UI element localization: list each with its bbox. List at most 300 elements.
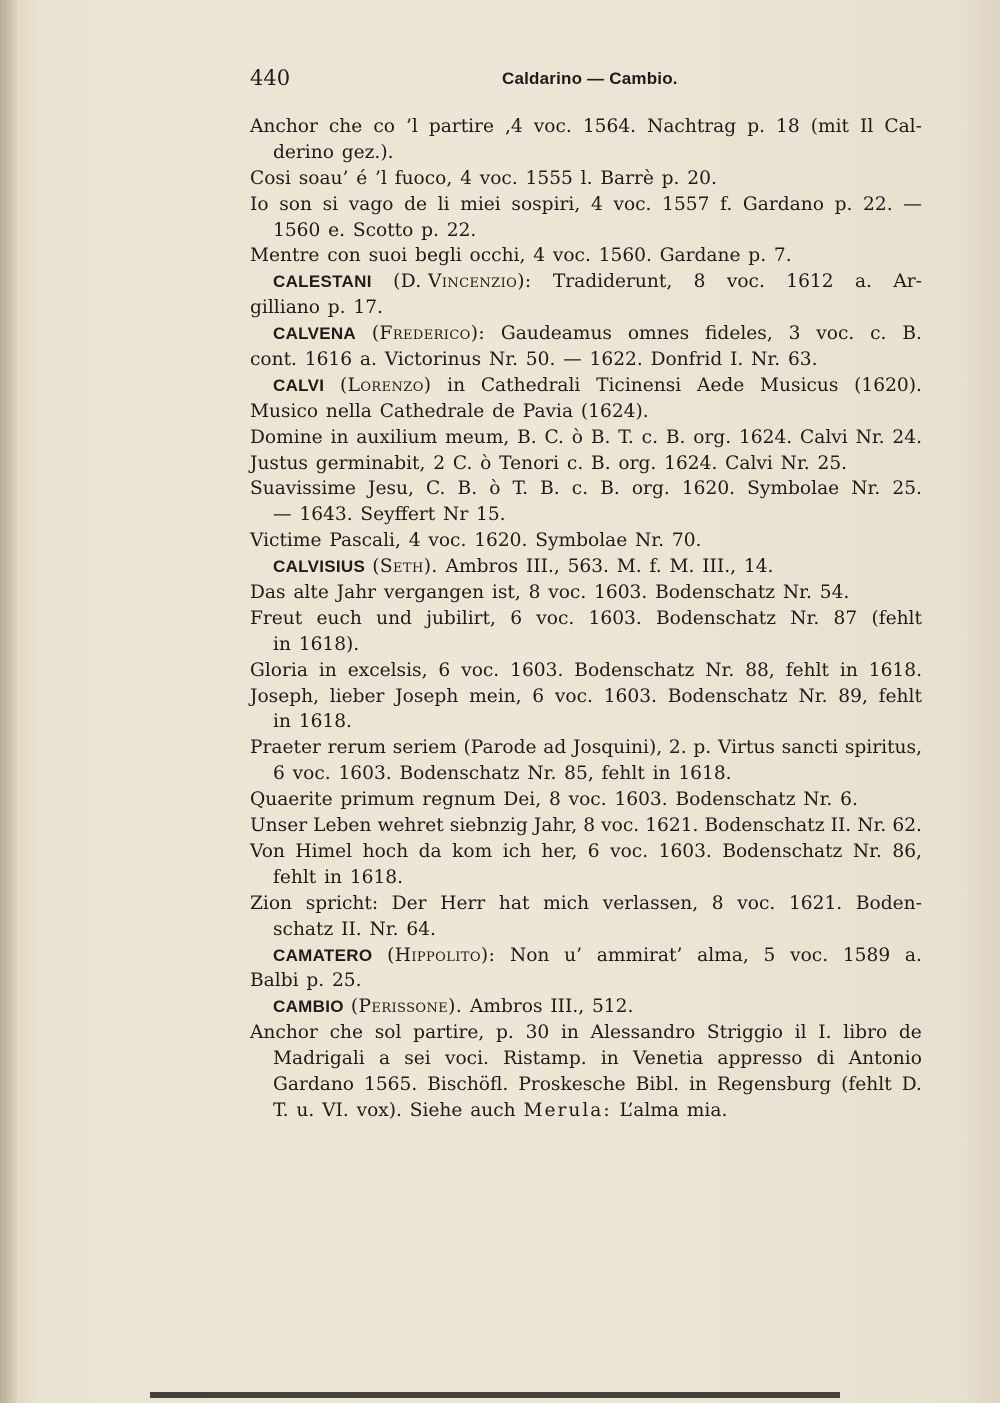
word: voci. [444,1048,489,1070]
word: in [330,426,349,448]
word: 85, [564,763,594,785]
text-line [250,243,922,269]
word: nella [325,400,372,422]
word: Joseph, [250,685,319,707]
word: Aede [696,374,745,396]
word: Victime [250,530,322,552]
word: Gardane [659,245,741,267]
word: 8 [583,815,596,837]
composer-name: CALVENA [273,324,357,344]
word: verlassen, [602,892,699,914]
binding-shadow [0,0,18,1403]
word: Gardano [742,193,824,215]
word: 1560. [598,245,652,267]
word: III., [702,556,737,578]
word: meum, [445,426,510,448]
word: 22. [446,219,477,241]
word: Gaudeamus [500,323,612,345]
word: (Parode [463,737,537,759]
word: voc. [554,685,593,707]
word: (mit [810,116,850,137]
word: a. [359,349,377,371]
word: Nr. [635,530,665,552]
word: Nr. [780,452,810,474]
composer-forename: (Seth). [372,556,438,578]
entry-heading-line [250,943,922,969]
word: her, [541,840,578,862]
composer-name: CALVI [273,375,325,395]
word: (1620). [854,374,922,396]
word: in [652,763,671,785]
entry-heading-line [250,994,922,1020]
word: voc. [479,167,518,189]
word: 1620. [681,478,736,500]
word: Himel [295,840,353,862]
composer-forename: (D. Vincenzio): [393,271,532,293]
composer-name: CAMATERO [273,945,373,965]
word: 1603. [614,789,668,811]
text-line [250,425,922,451]
word: in [447,374,466,396]
word: 6 [438,659,451,681]
word: sospiri, [511,193,581,215]
word: de [404,193,427,215]
word: I. [818,1022,832,1044]
word: Bodenschatz [704,815,825,837]
word: mein, [469,685,522,707]
word: III., [525,556,560,578]
word: voc. [601,815,640,837]
word: 25. [892,478,922,500]
word: B. [600,478,620,500]
text-line [250,399,922,425]
word: c. [566,452,584,474]
word: und [376,607,412,629]
word: voc. [816,323,855,345]
word: 6 [587,840,600,862]
text-line [250,192,922,218]
word: Calvi [725,452,773,474]
word: rerum [327,737,386,759]
word: Balbi [250,970,299,992]
word: VI. [322,1099,349,1121]
word: fehlt [878,685,922,707]
word: 20. [687,167,717,189]
word: Virtus [717,737,775,759]
word: p. [306,970,325,992]
word: 6. [840,789,858,811]
word: T. [512,478,529,500]
word: 1643. [299,504,353,526]
composer-name: CALVISIUS [273,557,366,577]
word: 1618. [868,659,922,681]
word: Cosi [250,167,291,189]
word: Joseph [395,685,459,707]
word: 1612 [786,271,834,293]
word: Justus [250,452,308,474]
word: Il [860,116,874,137]
word: 4 [408,530,421,552]
entry-heading-line [250,269,922,295]
word: 18 [776,116,800,137]
word: voc. [790,944,829,966]
word: Symbolae [747,478,840,500]
word: Madrigali [273,1048,365,1070]
word: 1603. [338,763,392,785]
word: 1616 [304,349,353,371]
text-line [250,658,922,684]
text-line [250,606,922,632]
word: 4 [533,245,546,267]
word: C. [425,478,446,500]
word: di [816,1048,835,1070]
text-line [250,787,922,813]
word: 87 [833,607,858,629]
word: schatz [273,918,334,940]
text-line [250,580,922,606]
word: hat [498,892,530,914]
text-line [250,1046,922,1072]
word: a. [904,944,922,966]
text-line [250,917,922,943]
word: 1589 [842,944,891,966]
word: excelsis, [347,659,428,681]
word: Boden- [855,892,922,914]
word: Jahr [336,582,377,604]
word: in [273,711,291,733]
text-line [250,891,922,917]
word: ò [571,426,583,448]
word: vago [348,193,394,215]
word: Freut [250,607,303,629]
word: Praeter [250,737,321,759]
word: kom [452,840,493,862]
word: B. [540,478,560,500]
text-line [250,839,922,865]
word: 30 [525,1022,550,1044]
word: Leben [313,815,372,837]
word: Bodenschatz [574,659,695,681]
word: partire [428,116,494,137]
word: 15. [476,504,506,526]
word: p. [327,297,346,319]
word: spiritus, [844,737,922,759]
word: I. [730,349,744,371]
word: 1557 [662,193,710,215]
word: Symbolae [535,530,628,552]
word: siebnzig [449,815,528,837]
word: L’alma [619,1099,679,1121]
text-line [250,709,922,735]
page-header [250,66,922,100]
composer-forename: (Perissone). [350,996,463,1018]
word: Nr [443,504,469,526]
word: B. [590,426,611,448]
word: seriem [392,737,457,759]
word: 2. [668,737,687,759]
word: voc. [726,271,765,293]
composer-forename: (Frederico): [371,323,486,345]
word: voc. [548,582,587,604]
word: primum [340,789,415,811]
word: II. [341,918,362,940]
word: 7. [773,245,792,267]
text-line [250,295,922,321]
word: c. [870,323,887,345]
word: 5 [763,944,776,966]
word: Bodenschatz [667,685,788,707]
word: sancti [781,737,839,759]
word: p. [421,219,439,241]
word: u’ [564,944,583,966]
word: Unser [250,815,308,837]
text-line [250,347,922,373]
word: Bodenschatz [656,607,777,629]
word: de [898,1022,922,1044]
word: gilliano [250,297,320,319]
word: 1621. [788,892,843,914]
word: Regensburg [717,1073,832,1095]
word: 1555 [525,167,573,189]
word: Nachtrag [647,116,737,137]
word: hoch [362,840,409,862]
word: C. [544,426,564,448]
word: in [600,1048,619,1070]
composer-name: CALESTANI [273,272,372,292]
word: che [329,1022,364,1044]
word: B. [457,478,478,500]
word: Cal- [884,116,922,137]
word: a. [854,271,872,293]
word: Anchor [250,116,318,137]
word: Pavia [522,400,574,422]
word: Nr. [705,659,735,681]
word: 1624. [738,426,793,448]
word: 1564. [582,116,637,137]
word: 8 [548,789,561,811]
word: jubilirt, [426,607,496,629]
word: voc. [552,245,591,267]
word: ò [489,478,501,500]
word: appresso [717,1048,803,1070]
word: 22. [863,193,893,215]
word: mia. [686,1099,728,1121]
word: in [273,633,291,655]
word: voc. [737,892,776,914]
word: Cathedrali [480,374,581,396]
word: voc. [610,840,649,862]
word: fideles, [705,323,773,345]
word: f. [649,556,662,578]
text-line [250,632,922,658]
word: — [273,504,292,526]
word: con [327,245,361,267]
word: Der [391,892,427,914]
word: fehlt [785,659,829,681]
word: p. [693,737,712,759]
word: M. [669,556,695,578]
word: 1622. [589,349,643,371]
entry-text-block [250,114,922,1124]
text-line [250,813,922,839]
word: Quaerite [250,789,333,811]
word: Proskesche [518,1073,626,1095]
word: 1603. [588,607,642,629]
word: Victorinus [384,349,482,371]
word: 1603. [510,659,564,681]
word: org. [693,426,732,448]
word: 563. [567,556,609,578]
text-line [250,140,922,166]
word: 17. [353,297,383,319]
word: Bodenschatz [655,582,776,604]
word: in [324,866,343,888]
word: vergangen [383,582,485,604]
bottom-rule [150,1392,840,1398]
word: cont. [250,349,297,371]
word: 3 [788,323,801,345]
word: Dei, [503,789,542,811]
word: Nr. [369,918,399,940]
word: org. [618,452,657,474]
word: l. [580,167,593,189]
word: voc. [568,789,607,811]
word: de [492,400,515,422]
word: Ambros [469,996,543,1018]
word: Pascali, [329,530,401,552]
word: Alessandro [590,1022,696,1044]
word: Siehe [409,1099,463,1121]
word: 6 [510,607,523,629]
word: libro [843,1022,888,1044]
text-line [250,476,922,502]
word: da [418,840,442,862]
word: B. [591,452,611,474]
word: fehlt [273,866,317,888]
word: germinabit, [315,452,426,474]
word: Nr. [855,426,885,448]
word: alte [293,582,329,604]
word: omnes [627,323,690,345]
word: Ar- [893,271,922,293]
word: Von [250,840,285,862]
word: 54. [819,582,850,604]
word: soau’ [298,167,349,189]
word: begli [415,245,462,267]
word: Anchor [250,1022,318,1044]
word: 1618. [678,763,732,785]
word: ,4 [505,116,523,137]
word: 6 [532,685,545,707]
word: Nr. [798,685,828,707]
word: 14. [743,556,774,578]
text-line [250,502,922,528]
word: 2 [433,452,446,474]
word: 4 [460,167,472,189]
word: Nr. [851,478,881,500]
word: suoi [368,245,408,267]
word: 25. [331,970,362,992]
word: T. [273,1099,289,1121]
entry-heading-line [250,321,922,347]
text-line [250,1072,922,1098]
text-line [250,451,922,477]
word: p. [748,245,767,267]
word: Nr. [852,840,882,862]
composer-forename: (Lorenzo) [339,374,432,396]
word: (fehlt [841,1073,892,1095]
word: Nr. [751,349,781,371]
word: auch [470,1099,516,1121]
word: 8 [528,582,541,604]
word: 1624. [664,452,718,474]
text-line [250,684,922,710]
word: Barrè [600,167,654,189]
word: vox). [356,1099,402,1121]
word: p. [747,116,766,137]
word: Gloria [250,659,308,681]
word: Josquini), [573,737,663,759]
word: Nr. [488,349,518,371]
word: Calvi [800,426,848,448]
word: partire, [413,1022,485,1044]
word: Nr. [790,607,820,629]
word: wehret [377,815,444,837]
word: p. [834,193,853,215]
entry-heading-line [250,373,922,399]
word: ad [543,737,567,759]
word: mich [543,892,590,914]
word: Domine [250,426,323,448]
word: 1618). [298,633,360,655]
word: fehlt [601,763,645,785]
word: (fehlt [871,607,922,629]
word: Ticinensi [596,374,682,396]
word: a [378,1048,391,1070]
word: é [356,167,368,189]
word: II. [830,815,852,837]
word: Bodenschatz [399,763,520,785]
word: occhi, [469,245,526,267]
word: 24. [892,426,922,448]
word: Jesu, [368,478,414,500]
word: ò [480,452,492,474]
word: 64. [406,918,436,940]
word: alma, [697,944,749,966]
word: Musico [250,400,319,422]
word: ich [502,840,532,862]
word: Donfrid [650,349,723,371]
word: Gardano [273,1073,354,1095]
word: Nr. [857,815,887,837]
word: 1620. [474,530,528,552]
word: voc. [292,763,331,785]
word: 1621. [645,815,699,837]
word: c. [571,478,589,500]
word: 1565. [364,1073,418,1095]
word: III., [550,996,585,1018]
word: Non [509,944,550,966]
word: in [560,1022,579,1044]
word: c. [641,426,658,448]
word: 1618. [298,711,352,733]
word: 70. [671,530,702,552]
word: Jahr, [533,815,578,837]
word: 63. [787,349,818,371]
word: C. [452,452,473,474]
text-line [250,761,922,787]
word: 89, [838,685,868,707]
